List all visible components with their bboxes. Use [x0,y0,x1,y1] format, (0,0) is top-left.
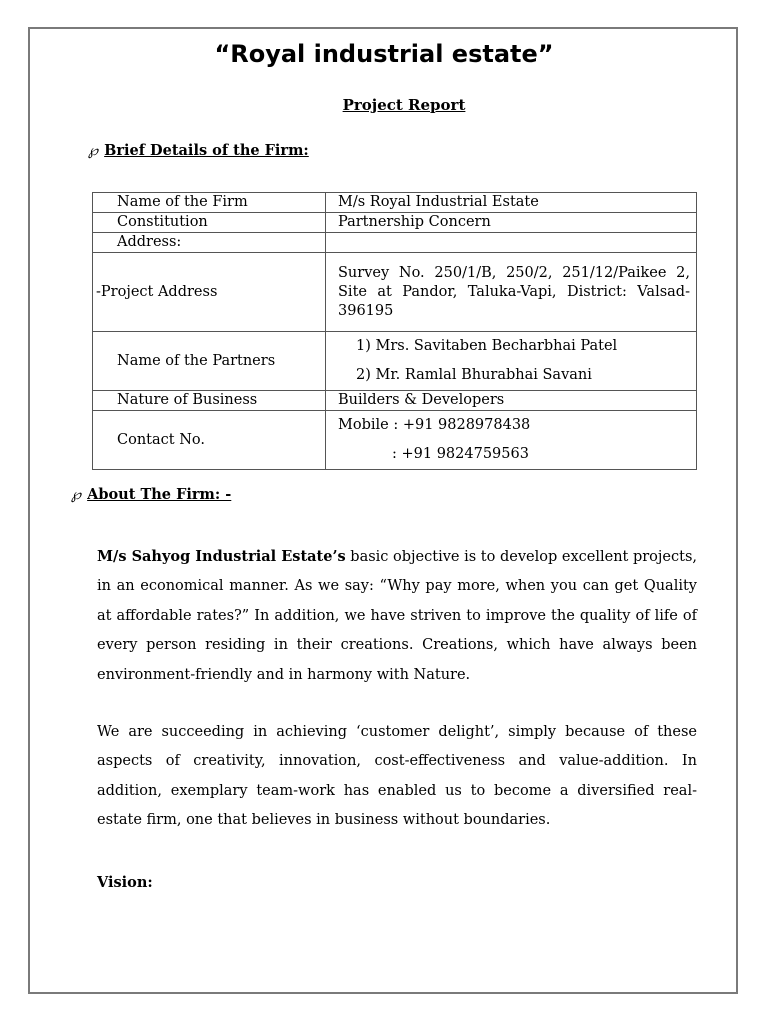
partner-item: 1) Mrs. Savitaben Becharbhai Patel [356,338,618,354]
table-row [93,332,697,391]
partners-cell [326,332,697,391]
row-value [326,233,697,253]
row-value: M/s Royal Industrial Estate [326,193,697,213]
contact-cell [326,411,697,470]
about-firm-text: About The Firm: - [87,486,232,503]
table-row [93,411,697,470]
bullet-icon: ℘ [88,143,99,159]
contact-line: Mobile : +91 9828978438 [338,417,531,433]
project-address-value: Survey No. 250/1/B, 250/2, 251/12/Paikee 2, Site at Pandor, Taluka-Vapi, District: Valsad-396195 [326,253,697,332]
about-paragraph-1 [97,542,697,690]
page-border [28,27,738,994]
table-row [93,233,697,253]
about-firm-heading [71,486,231,503]
row-label: Nature of Business [93,391,326,411]
vision-heading: Vision: [97,874,153,891]
row-label: Contact No. [93,411,326,470]
about-paragraph-2: We are succeeding in achieving ‘customer delight’, simply because of these aspects of creativity, innovation, cost-effectiveness and value-addition. In addition, exemplary team-work has enabled us to become a diversified real-estate firm, one that believes in business without boundaries. [97,724,697,829]
brief-details-text: Brief Details of the Firm: [104,142,309,159]
contact-line: : +91 9824759563 [392,446,529,462]
table-row [93,213,697,233]
project-report-heading: Project Report [342,96,466,114]
firm-details-table [92,192,697,470]
row-value: Partnership Concern [326,213,697,233]
row-label: Constitution [93,213,326,233]
partner-item: 2) Mr. Ramlal Bhurabhai Savani [356,367,592,383]
firm-name-bold: M/s Sahyog Industrial Estate’s [97,548,346,565]
bullet-icon: ℘ [71,487,82,503]
paragraph-text: basic objective is to develop excellent projects, in an economical manner. As we say: “Why pay more, when you can get Quality at affordable rates?” In addition, we have striven to improve the quality of life of every person residing in their creations. Creations, which have always been environment-friendly and in harmony with Nature. [97,549,697,683]
table-row [93,193,697,213]
row-label: -Project Address [93,253,326,332]
row-label: Address: [93,233,326,253]
row-value: Builders & Developers [326,391,697,411]
table-row [93,253,697,332]
row-label: Name of the Partners [93,332,326,391]
table-row [93,391,697,411]
row-label: Name of the Firm [93,193,326,213]
document-title: “Royal industrial estate” [214,40,554,68]
brief-details-heading [88,142,309,159]
